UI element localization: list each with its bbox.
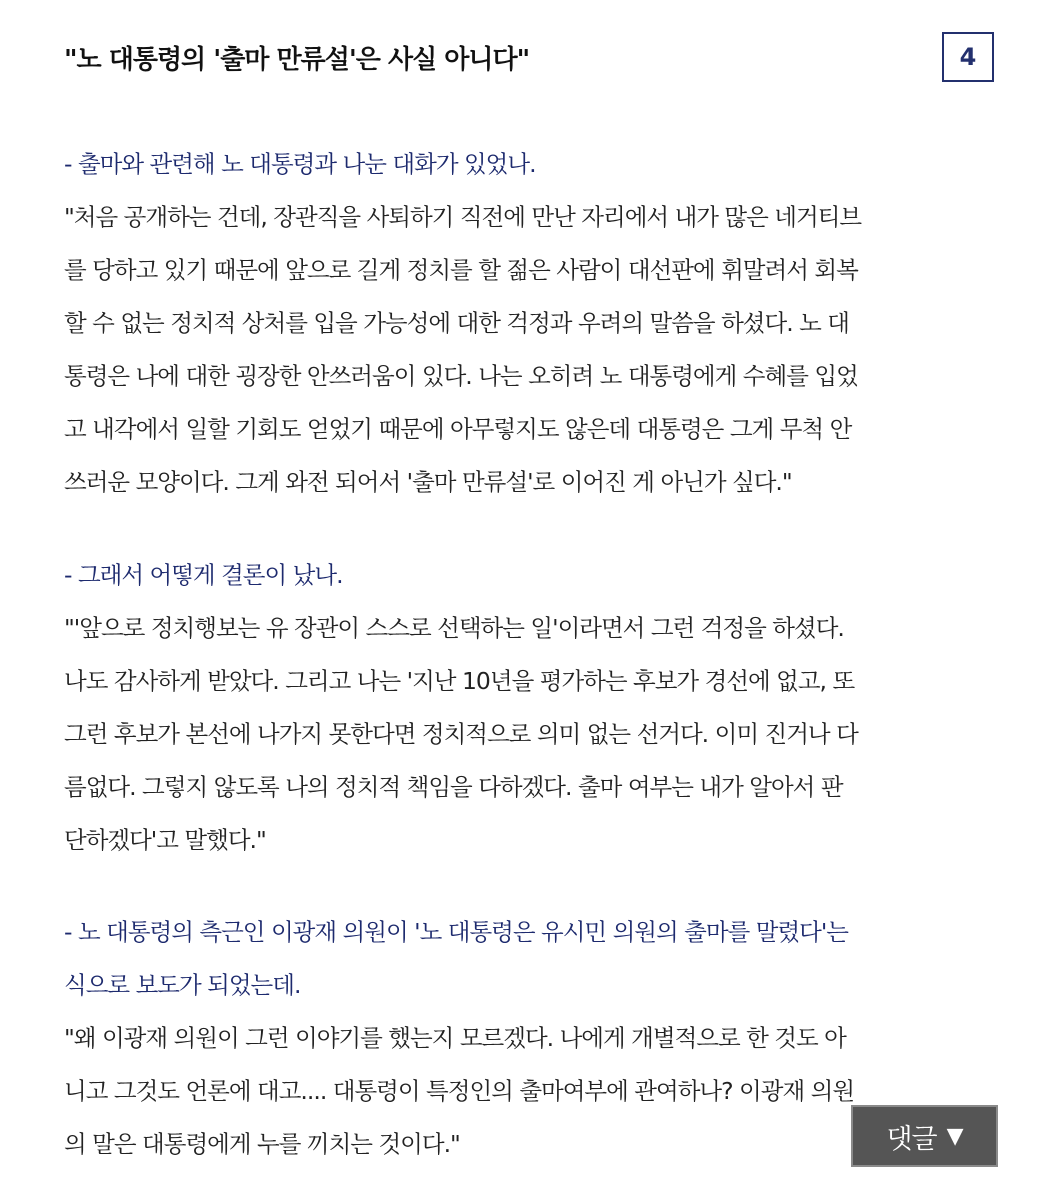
- question-line: - 노 대통령의 측근인 이광재 의원이 '노 대통령은 유시민 의원의 출마를 말렸다'는: [64, 918, 849, 946]
- answer-line: 름없다. 그렇지 않도록 나의 정치적 책임을 다하겠다. 출마 여부는 내가 알아서 판: [64, 773, 843, 801]
- question: [64, 138, 1004, 191]
- answer-line: 쓰러운 모양이다. 그게 와전 되어서 '출마 만류설'로 이어진 게 아닌가 싶다.": [64, 468, 792, 496]
- question-line: - 출마와 관련해 노 대통령과 나눈 대화가 있었나.: [64, 150, 536, 178]
- comment-button-label: 댓글: [886, 1123, 937, 1155]
- answer-line: 고 내각에서 일할 기회도 얻었기 때문에 아무렇지도 않은데 대통령은 그게 무척 안: [64, 415, 852, 443]
- answer-line: 그런 후보가 본선에 나가지 못한다면 정치적으로 의미 없는 선거다. 이미 진거나 다: [64, 720, 858, 748]
- answer-line: "'앞으로 정치행보는 유 장관이 스스로 선택하는 일'이라면서 그런 걱정을 하셨다.: [64, 614, 844, 642]
- question: [64, 906, 1004, 1012]
- answer-line: 할 수 없는 정치적 상처를 입을 가능성에 대한 걱정과 우려의 말씀을 하셨다. 노 대: [64, 309, 850, 337]
- answer: [64, 602, 1004, 867]
- question: [64, 549, 1004, 602]
- comment-button[interactable]: [851, 1105, 998, 1167]
- answer-line: 통령은 나에 대한 굉장한 안쓰러움이 있다. 나는 오히려 노 대통령에게 수혜를 입었: [64, 362, 858, 390]
- answer-line: 나도 감사하게 받았다. 그리고 나는 '지난 10년을 평가하는 후보가 경선에 없고, 또: [64, 667, 855, 695]
- answer-line: 를 당하고 있기 때문에 앞으로 길게 정치를 할 젊은 사람이 대선판에 휘말려서 회복: [64, 256, 858, 284]
- triangle-down-icon: ▼: [946, 1123, 963, 1149]
- question-line: 식으로 보도가 되었는데.: [64, 971, 301, 999]
- qa-section-1: [64, 138, 1004, 509]
- question-line: - 그래서 어떻게 결론이 났나.: [64, 561, 343, 589]
- page-number-badge: 4: [942, 32, 994, 82]
- answer: [64, 191, 1004, 509]
- answer-line: "처음 공개하는 건데, 장관직을 사퇴하기 직전에 만난 자리에서 내가 많은 네거티브: [64, 203, 862, 231]
- answer-line: 의 말은 대통령에게 누를 끼치는 것이다.": [64, 1130, 460, 1158]
- answer-line: "왜 이광재 의원이 그런 이야기를 했는지 모르겠다. 나에게 개별적으로 한 것도 아: [64, 1024, 846, 1052]
- answer-line: 니고 그것도 언론에 대고.... 대통령이 특정인의 출마여부에 관여하나? 이광재 의원: [64, 1077, 855, 1105]
- qa-section-2: [64, 549, 1004, 867]
- article-headline: "노 대통령의 '출마 만류설'은 사실 아니다": [64, 45, 530, 75]
- answer-line: 단하겠다'고 말했다.": [64, 826, 266, 854]
